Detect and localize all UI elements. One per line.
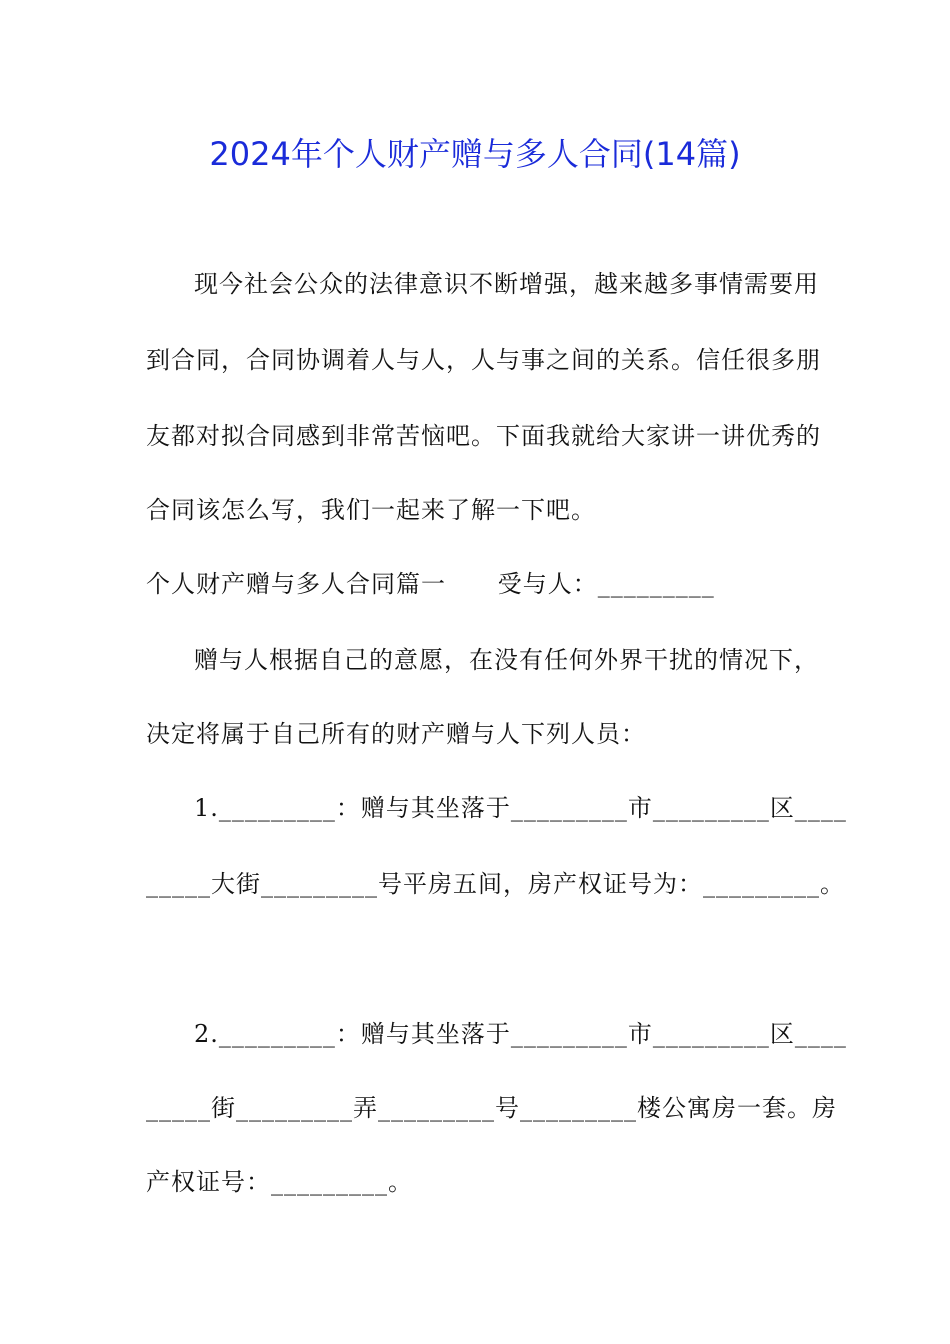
item-1-line-1: 1._________：赠与其坐落于_________市_________区____ [194,794,847,822]
item-2-line-1: 2._________：赠与其坐落于_________市_________区____ [194,1020,847,1048]
item-2-line-3: 产权证号：_________。 [146,1168,413,1196]
decision-line-2: 决定将属于自己所有的财产赠与人下列人员： [146,720,646,748]
decision-line-1: 赠与人根据自己的意愿，在没有任何外界干扰的情况下， [194,646,819,674]
intro-line-1: 现今社会公众的法律意识不断增强，越来越多事情需要用 [194,270,819,298]
section-heading: 个人财产赠与多人合同篇一 受与人：_________ [146,570,715,598]
document-title: 2024年个人财产赠与多人合同(14篇) [209,135,741,173]
intro-line-4: 合同该怎么写，我们一起来了解一下吧。 [146,496,596,524]
item-1-line-2: _____大街_________号平房五间，房产权证号为：_________。 [146,870,845,898]
intro-line-3: 友都对拟合同感到非常苦恼吧。下面我就给大家讲一讲优秀的 [146,422,821,450]
intro-line-2: 到合同，合同协调着人与人，人与事之间的关系。信任很多朋 [146,346,821,374]
item-2-line-2: _____街_________弄_________号_________楼公寓房一套。房 [146,1094,837,1122]
